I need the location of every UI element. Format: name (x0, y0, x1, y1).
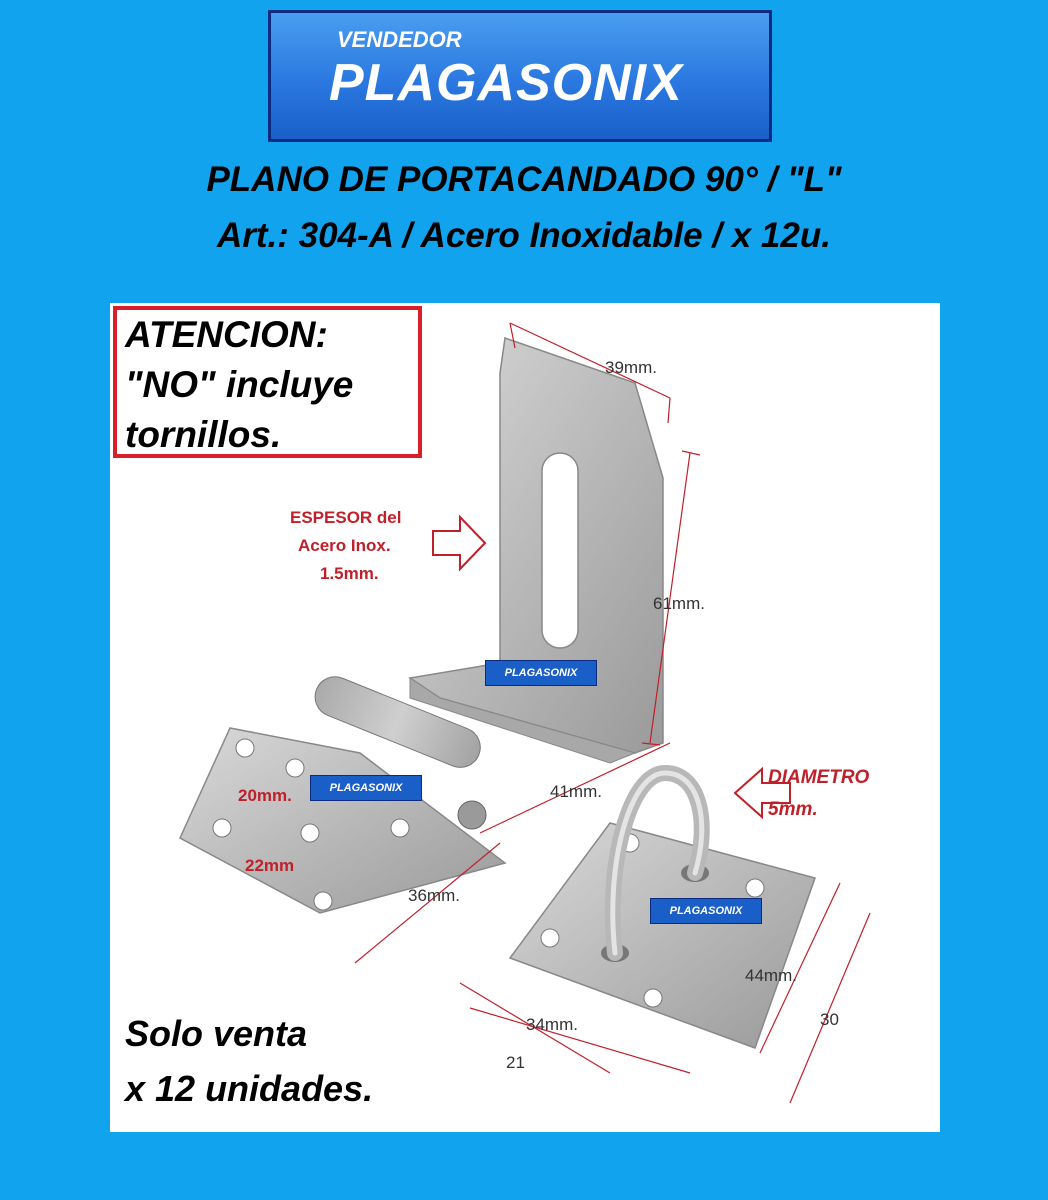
brand-name: PLAGASONIX (329, 54, 683, 112)
dim-plate-inner-height: 30 (820, 1010, 839, 1029)
seller-label: VENDEDOR (337, 27, 462, 52)
diameter-label-2: 5mm. (768, 799, 818, 820)
dim-plate-width: 34mm. (526, 1015, 578, 1034)
dim-base-width: 36mm. (408, 886, 460, 905)
dim-base-depth: 41mm. (550, 782, 602, 801)
notice-line-1: ATENCION: (125, 314, 328, 355)
watermark-logo: PLAGASONIX (310, 775, 422, 801)
notice-line-3: tornillos. (125, 414, 282, 455)
dim-hole-vertical: 20mm. (238, 786, 292, 805)
sale-note-line-2: x 12 unidades. (125, 1068, 374, 1109)
product-title: PLANO DE PORTACANDADO 90° / "L" (206, 160, 842, 199)
thickness-label-1: ESPESOR del (290, 508, 402, 527)
dim-plate-inner-width: 21 (506, 1053, 525, 1072)
seller-banner (268, 10, 772, 142)
thickness-label-2: Acero Inox. (298, 536, 391, 555)
watermark-logo: PLAGASONIX (650, 898, 762, 924)
product-subtitle: Art.: 304-A / Acero Inoxidable / x 12u. (217, 216, 831, 255)
product-diagram-panel (110, 303, 940, 1132)
sale-note-line-1: Solo venta (125, 1013, 308, 1054)
thickness-arrow (433, 517, 485, 569)
dim-height: 61mm. (653, 594, 705, 613)
thickness-label-3: 1.5mm. (320, 564, 379, 583)
diameter-label-1: DIAMETRO (768, 767, 870, 788)
no-screws-notice (113, 306, 422, 458)
dim-plate-height: 44mm. (745, 966, 797, 985)
dim-width-top: 39mm. (605, 358, 657, 377)
dim-hole-horizontal: 22mm (245, 856, 295, 875)
watermark-logo: PLAGASONIX (485, 660, 597, 686)
notice-line-2: "NO" incluye (125, 364, 354, 405)
